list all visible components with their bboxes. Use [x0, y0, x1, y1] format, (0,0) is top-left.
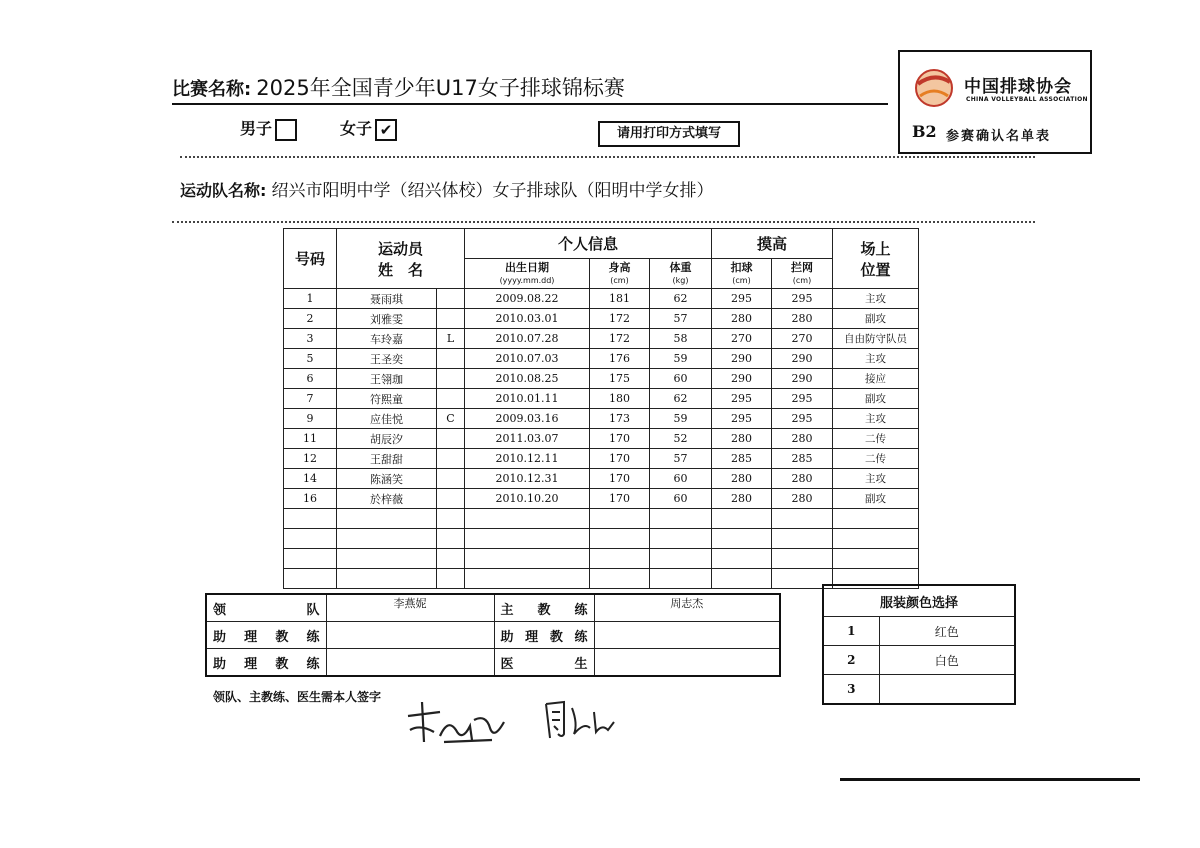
cell-height[interactable]: 173: [590, 409, 650, 429]
cell-mark[interactable]: [437, 489, 465, 509]
cell-mark[interactable]: [437, 389, 465, 409]
doctor-label: 医生: [494, 649, 594, 677]
cell-spike[interactable]: 290: [712, 349, 772, 369]
cell-block[interactable]: [772, 549, 833, 569]
cell-block[interactable]: 290: [772, 369, 833, 389]
cell-weight[interactable]: [650, 509, 712, 529]
cell-mark[interactable]: [437, 289, 465, 309]
staff-table: [205, 593, 781, 677]
cell-name[interactable]: 车玲嘉: [337, 329, 437, 349]
cell-mark[interactable]: [437, 529, 465, 549]
gender-female: [340, 116, 397, 141]
cell-weight[interactable]: 52: [650, 429, 712, 449]
table-row: [284, 549, 919, 569]
cell-weight[interactable]: [650, 569, 712, 589]
assistant1-label: 助理教练: [206, 622, 326, 649]
cell-pos[interactable]: 二传: [833, 429, 919, 449]
cell-pos[interactable]: 副攻: [833, 309, 919, 329]
cell-name[interactable]: 王甜甜: [337, 449, 437, 469]
signature-note: 领队、主教练、医生需本人签字: [213, 690, 382, 704]
cell-name[interactable]: [337, 569, 437, 589]
cell-no[interactable]: 6: [284, 369, 337, 389]
table-row: [284, 529, 919, 549]
cell-height[interactable]: 172: [590, 309, 650, 329]
cell-spike[interactable]: 270: [712, 329, 772, 349]
cell-no[interactable]: 2: [284, 309, 337, 329]
cell-block[interactable]: 295: [772, 289, 833, 309]
table-row: [284, 349, 919, 369]
logo-box: [898, 50, 1092, 154]
assistant2-label: 助理教练: [494, 622, 594, 649]
uniform-option-2-no: 2: [823, 646, 879, 675]
logo-name-en: CHINA VOLLEYBALL ASSOCIATION: [966, 96, 1088, 103]
col-height-label: 身高: [608, 260, 631, 274]
male-checkbox[interactable]: [275, 119, 297, 141]
cell-birth[interactable]: [465, 569, 590, 589]
table-row: [284, 409, 919, 429]
col-spike: [712, 259, 772, 289]
cell-mark[interactable]: [437, 569, 465, 589]
cell-spike[interactable]: [712, 529, 772, 549]
cell-block[interactable]: [772, 529, 833, 549]
head-coach-label: 主教练: [494, 594, 594, 622]
cell-block[interactable]: 295: [772, 389, 833, 409]
form-code: B2: [912, 122, 937, 141]
cell-birth[interactable]: 2010.12.31: [465, 469, 590, 489]
cell-height[interactable]: 181: [590, 289, 650, 309]
male-label: 男子: [240, 119, 273, 138]
assistant3-value[interactable]: [326, 649, 494, 677]
col-reach: 摸高: [712, 229, 833, 259]
cell-weight[interactable]: 58: [650, 329, 712, 349]
col-block: [772, 259, 833, 289]
cell-pos[interactable]: 自由防守队员: [833, 329, 919, 349]
col-number: 号码: [284, 229, 337, 289]
col-birth: [465, 259, 590, 289]
cell-name[interactable]: 王圣奕: [337, 349, 437, 369]
cell-name[interactable]: [337, 549, 437, 569]
cell-spike[interactable]: [712, 569, 772, 589]
print-notice: 请用打印方式填写: [598, 121, 740, 147]
cell-mark[interactable]: [437, 549, 465, 569]
cell-height[interactable]: 180: [590, 389, 650, 409]
cell-birth[interactable]: [465, 509, 590, 529]
head-coach-name[interactable]: 周志杰: [594, 594, 780, 622]
team-line: [180, 176, 940, 201]
competition-name: 2025年全国青少年U17女子排球锦标赛: [256, 76, 625, 100]
table-row: [284, 389, 919, 409]
table-row: [284, 369, 919, 389]
coach-signature: [540, 694, 620, 744]
cell-pos[interactable]: 接应: [833, 369, 919, 389]
cell-spike[interactable]: 280: [712, 489, 772, 509]
cell-mark[interactable]: C: [437, 409, 465, 429]
col-position-line2: 位置: [860, 260, 891, 279]
table-row: [284, 469, 919, 489]
cell-name[interactable]: [337, 529, 437, 549]
col-block-label: 拦网: [791, 260, 813, 274]
col-athlete: [337, 229, 465, 289]
col-block-unit: (cm): [792, 275, 812, 285]
cell-birth[interactable]: 2009.08.22: [465, 289, 590, 309]
col-weight: [650, 259, 712, 289]
uniform-table: [822, 584, 1016, 705]
cell-weight[interactable]: 60: [650, 469, 712, 489]
cell-weight[interactable]: 59: [650, 349, 712, 369]
cell-spike[interactable]: [712, 509, 772, 529]
cell-height[interactable]: 176: [590, 349, 650, 369]
cell-no[interactable]: 3: [284, 329, 337, 349]
table-row: [284, 429, 919, 449]
cell-spike[interactable]: 295: [712, 409, 772, 429]
cell-spike[interactable]: 295: [712, 389, 772, 409]
cell-no[interactable]: 16: [284, 489, 337, 509]
uniform-option-3-no: 3: [823, 675, 879, 705]
col-weight-unit: (kg): [672, 275, 689, 285]
cell-block[interactable]: 280: [772, 429, 833, 449]
dotted-rule-1: [180, 156, 1035, 158]
cell-spike[interactable]: 280: [712, 429, 772, 449]
cell-birth[interactable]: 2010.08.25: [465, 369, 590, 389]
cell-birth[interactable]: 2009.03.16: [465, 409, 590, 429]
roster-table: [283, 228, 919, 589]
female-label: 女子: [340, 119, 373, 138]
cell-name[interactable]: 於梓薇: [337, 489, 437, 509]
cell-mark[interactable]: [437, 349, 465, 369]
cell-block[interactable]: 280: [772, 309, 833, 329]
team-label: 运动队名称:: [180, 181, 267, 200]
cell-mark[interactable]: [437, 449, 465, 469]
cell-pos[interactable]: 主攻: [833, 289, 919, 309]
cell-pos[interactable]: [833, 549, 919, 569]
cell-no[interactable]: [284, 549, 337, 569]
cell-no[interactable]: 7: [284, 389, 337, 409]
cell-no[interactable]: [284, 569, 337, 589]
leader-name[interactable]: 李燕妮: [326, 594, 494, 622]
cell-mark[interactable]: [437, 369, 465, 389]
cell-name[interactable]: 聂雨琪: [337, 289, 437, 309]
cell-no[interactable]: 14: [284, 469, 337, 489]
cell-weight[interactable]: 62: [650, 389, 712, 409]
cell-pos[interactable]: 二传: [833, 449, 919, 469]
assistant3-label: 助理教练: [206, 649, 326, 677]
logo-name-cn: 中国排球协会: [964, 77, 1072, 97]
uniform-option-1-color[interactable]: 红色: [879, 617, 1015, 646]
cell-height[interactable]: [590, 549, 650, 569]
cell-block[interactable]: [772, 509, 833, 529]
cell-weight[interactable]: [650, 529, 712, 549]
col-spike-label: 扣球: [730, 260, 753, 274]
cell-birth[interactable]: [465, 529, 590, 549]
cell-pos[interactable]: 主攻: [833, 409, 919, 429]
competition-underline: [172, 103, 888, 105]
cell-pos[interactable]: 副攻: [833, 389, 919, 409]
cell-mark[interactable]: L: [437, 329, 465, 349]
leader-label: 领队: [206, 594, 326, 622]
cell-no[interactable]: 5: [284, 349, 337, 369]
cell-weight[interactable]: 62: [650, 289, 712, 309]
cell-birth[interactable]: 2010.10.20: [465, 489, 590, 509]
cell-block[interactable]: 295: [772, 409, 833, 429]
competition-line: [172, 72, 888, 104]
cell-mark[interactable]: [437, 429, 465, 449]
assistant1-value[interactable]: [326, 622, 494, 649]
cell-weight[interactable]: [650, 549, 712, 569]
cell-weight[interactable]: 57: [650, 309, 712, 329]
table-row: [284, 289, 919, 309]
cell-no[interactable]: 1: [284, 289, 337, 309]
cell-name[interactable]: 王翎珈: [337, 369, 437, 389]
cell-block[interactable]: 290: [772, 349, 833, 369]
col-weight-label: 体重: [669, 260, 692, 274]
uniform-option-3-color[interactable]: [879, 675, 1015, 705]
table-row: [284, 449, 919, 469]
cell-name[interactable]: [337, 509, 437, 529]
col-position: [833, 229, 919, 289]
cell-spike[interactable]: 280: [712, 469, 772, 489]
competition-label: 比赛名称:: [172, 79, 252, 100]
cell-mark[interactable]: [437, 509, 465, 529]
cell-birth[interactable]: 2011.03.07: [465, 429, 590, 449]
bottom-rule: [840, 778, 1140, 781]
col-height-unit: (cm): [610, 275, 629, 285]
doctor-value[interactable]: [594, 649, 780, 677]
cell-block[interactable]: 285: [772, 449, 833, 469]
cell-birth[interactable]: 2010.01.11: [465, 389, 590, 409]
team-name: 绍兴市阳明中学（绍兴体校）女子排球队（阳明中学女排）: [271, 181, 714, 201]
female-checkbox[interactable]: ✔: [375, 119, 397, 141]
cell-pos[interactable]: 副攻: [833, 489, 919, 509]
cell-birth[interactable]: 2010.12.11: [465, 449, 590, 469]
table-row: [284, 329, 919, 349]
cell-block[interactable]: 280: [772, 469, 833, 489]
cell-weight[interactable]: 60: [650, 369, 712, 389]
cell-height[interactable]: 175: [590, 369, 650, 389]
col-position-line1: 场上: [860, 239, 891, 258]
cell-no[interactable]: 11: [284, 429, 337, 449]
cell-name[interactable]: 陈涵笑: [337, 469, 437, 489]
form-title: 参赛确认名单表: [946, 129, 1052, 144]
cell-pos[interactable]: [833, 529, 919, 549]
uniform-option-1-no: 1: [823, 617, 879, 646]
cell-birth[interactable]: 2010.07.28: [465, 329, 590, 349]
cell-mark[interactable]: [437, 309, 465, 329]
cell-birth[interactable]: 2010.07.03: [465, 349, 590, 369]
cell-height[interactable]: 170: [590, 469, 650, 489]
cell-birth[interactable]: 2010.03.01: [465, 309, 590, 329]
cell-height[interactable]: 170: [590, 489, 650, 509]
leader-signature: [400, 696, 515, 751]
cell-block[interactable]: 270: [772, 329, 833, 349]
uniform-title: 服装颜色选择: [823, 585, 1015, 617]
cell-block[interactable]: 280: [772, 489, 833, 509]
cell-name[interactable]: 胡辰汐: [337, 429, 437, 449]
col-spike-unit: (cm): [732, 275, 751, 285]
cell-no[interactable]: [284, 529, 337, 549]
cell-height[interactable]: 170: [590, 429, 650, 449]
cell-spike[interactable]: 295: [712, 289, 772, 309]
cell-weight[interactable]: 57: [650, 449, 712, 469]
cell-no[interactable]: 12: [284, 449, 337, 469]
col-birth-unit: (yyyy.mm.dd): [499, 275, 555, 285]
cell-name[interactable]: 应佳悦: [337, 409, 437, 429]
roster-body: [284, 289, 919, 589]
uniform-option-2-color[interactable]: 白色: [879, 646, 1015, 675]
table-row: [284, 509, 919, 529]
volleyball-logo-icon: [912, 66, 956, 110]
col-birth-label: 出生日期: [505, 260, 549, 274]
cell-height[interactable]: 170: [590, 449, 650, 469]
cell-pos[interactable]: 主攻: [833, 469, 919, 489]
col-athlete-line1: 运动员: [377, 239, 423, 258]
col-height: [590, 259, 650, 289]
cell-pos[interactable]: [833, 509, 919, 529]
cell-no[interactable]: 9: [284, 409, 337, 429]
cell-pos[interactable]: 主攻: [833, 349, 919, 369]
dotted-rule-2: [172, 221, 1035, 223]
cell-birth[interactable]: [465, 549, 590, 569]
cell-height[interactable]: [590, 509, 650, 529]
cell-weight[interactable]: 59: [650, 409, 712, 429]
cell-spike[interactable]: 290: [712, 369, 772, 389]
col-personal: 个人信息: [465, 229, 712, 259]
cell-height[interactable]: 172: [590, 329, 650, 349]
cell-mark[interactable]: [437, 469, 465, 489]
cell-name[interactable]: 符熙童: [337, 389, 437, 409]
table-row: [284, 309, 919, 329]
gender-male: [240, 116, 297, 141]
assistant2-value[interactable]: [594, 622, 780, 649]
cell-no[interactable]: [284, 509, 337, 529]
cell-spike[interactable]: [712, 549, 772, 569]
cell-weight[interactable]: 60: [650, 489, 712, 509]
cell-height[interactable]: [590, 529, 650, 549]
cell-height[interactable]: [590, 569, 650, 589]
cell-name[interactable]: 刘雅雯: [337, 309, 437, 329]
table-row: [284, 489, 919, 509]
col-athlete-line2: 姓 名: [377, 260, 423, 279]
cell-spike[interactable]: 285: [712, 449, 772, 469]
cell-spike[interactable]: 280: [712, 309, 772, 329]
